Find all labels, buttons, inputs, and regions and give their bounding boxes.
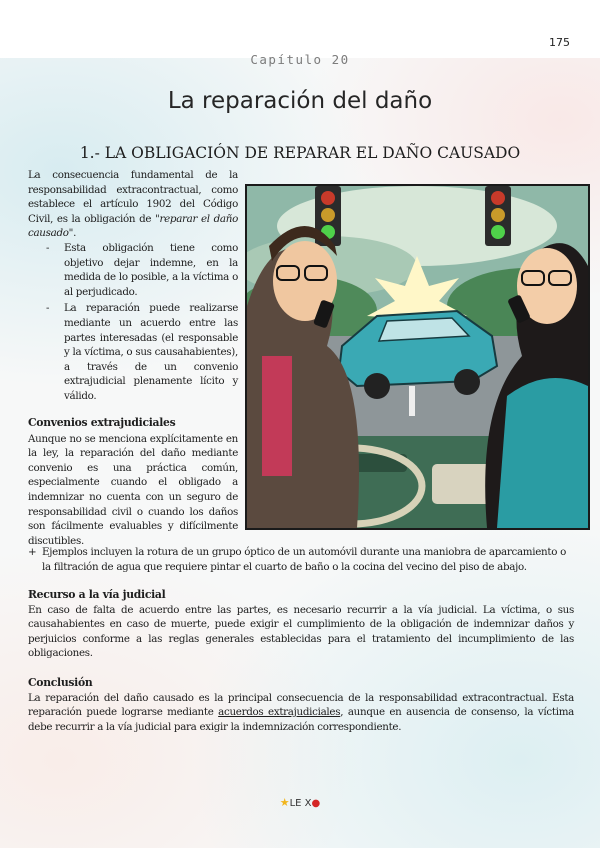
section-heading: 1.- LA OBLIGACIÓN DE REPARAR EL DAÑO CAUSADO [79, 144, 521, 162]
intro-text-end: ". [68, 227, 77, 240]
convenios-heading: Convenios extrajudiciales [28, 416, 176, 429]
intro-column [28, 168, 238, 406]
car-accident-illustration [245, 184, 590, 530]
conclusion-text-end: , aunque en ausencia de consenso, la víctima debe recurrir a la vía judicial para exigir la indemnización correspondiente. [28, 706, 574, 733]
footer-brand [0, 796, 600, 809]
intro-text: La consecuencia fundamental de la responsabilidad extracontractual, como establece el artículo 1902 del Código Civil, es la obligación de " [28, 169, 238, 225]
acuerdos-link[interactable]: acuerdos extrajudiciales [218, 706, 341, 719]
page-title: La reparación del daño [167, 88, 433, 114]
chapter-label: Capítulo 20 [250, 52, 350, 67]
plus-marker: + [28, 546, 37, 558]
page-number: 175 [549, 36, 570, 49]
intro-italic-quote: reparar el daño causado [28, 212, 239, 240]
intro-paragraph [28, 168, 238, 241]
brand-text: LE X [289, 798, 312, 809]
recurso-heading: Recurso a la vía judicial [28, 588, 166, 601]
page-header-band [0, 0, 600, 58]
conclusion-section [28, 676, 574, 734]
drop-icon: ● [311, 798, 321, 809]
list-item: - La reparación puede realizarse mediante un acuerdo entre las partes interesadas (el responsable y la víctima, o sus causahabientes), a través de un convenio extrajudicial plenamente lícito y válido. [42, 301, 238, 403]
example-item [28, 545, 574, 574]
bullet-list [42, 241, 238, 404]
conclusion-paragraph [28, 691, 574, 735]
star-icon: ★ [279, 796, 290, 809]
conclusion-heading: Conclusión [28, 676, 93, 689]
conclusion-text: La reparación del daño causado es la principal consecuencia de la responsabilidad extracontractual. Esta reparación puede lograrse mediante [28, 691, 574, 719]
convenios-section [28, 416, 238, 548]
recurso-section [28, 588, 574, 661]
recurso-paragraph: En caso de falta de acuerdo entre las partes, es necesario recurrir a la vía judicial. La víctima, o sus causahabientes en caso de muerte, puede exigir el cumplimiento de la obligación de indemnizar daños y perjuicios conforme a las reglas generales establecidas para el tratamiento del incumplimiento de las obligaciones. [28, 603, 574, 660]
list-item: - Esta obligación tiene como objetivo dejar indemne, en la medida de lo posible, a la víctima o al perjudicado. [42, 241, 238, 299]
example-text: Ejemplos incluyen la rotura de un grupo óptico de un automóvil durante una maniobra de aparcamiento o la filtración de agua que requiere pintar el cuarto de baño o la cocina del vecino del piso de abajo. [42, 546, 566, 573]
convenios-paragraph: Aunque no se menciona explícitamente en la ley, la reparación del daño mediante convenio es una práctica común, especialmente cuando el obligado a indemnizar no cuenta con un seguro de responsabilidad civil o cuando los daños son fácilmente evaluables y difícilmente discutibles. [28, 432, 238, 547]
